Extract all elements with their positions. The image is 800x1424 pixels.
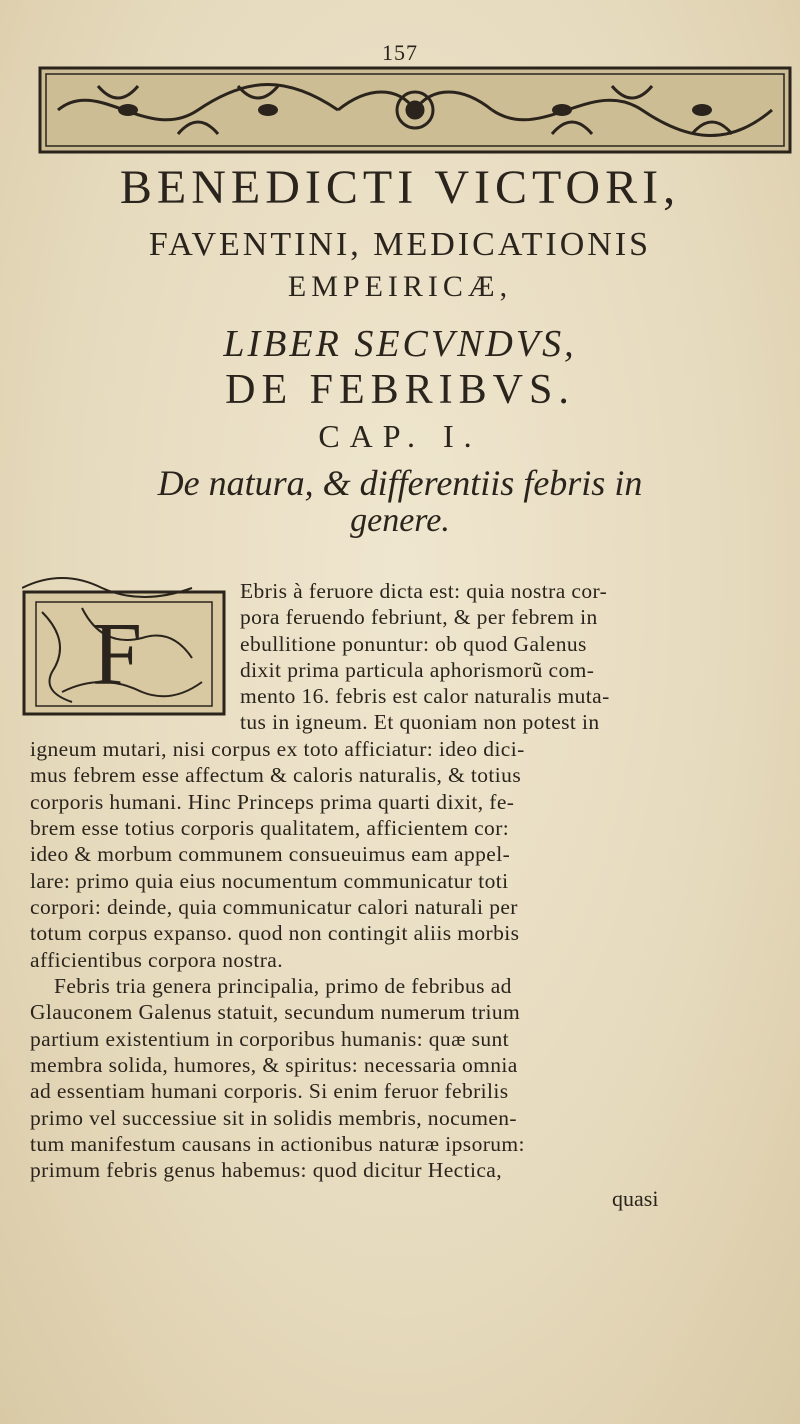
text-line: membra solida, humores, & spiritus: necessaria omnia: [30, 1053, 518, 1077]
text-line: partium existentium in corporibus humanis: quæ sunt: [30, 1027, 510, 1051]
text-line: dixit prima particula aphorismorũ com-: [240, 658, 595, 682]
headpiece-ornament: [38, 66, 792, 154]
text-line: Ebris à feruore dicta est: quia nostra cor-: [240, 579, 608, 603]
decorated-initial: [22, 572, 242, 718]
book-number: LIBER SECVNDVS,: [223, 323, 577, 365]
title-line-3: EMPEIRICÆ,: [287, 270, 513, 303]
chapter-number: CAP. I.: [318, 418, 482, 454]
text-line: igneum mutari, nisi corpus ex toto afficiatur: ideo dici-: [30, 737, 525, 761]
text-line: primum febris genus habemus: quod dicitur Hectica,: [30, 1158, 502, 1182]
text-line: corpori: deinde, quia communicatur calori naturali per: [30, 895, 518, 919]
text-line: primo vel successiue sit in solidis membris, nocumen-: [30, 1106, 517, 1130]
chapter-heading-line-2: genere.: [350, 502, 450, 539]
text-line: Febris tria genera principalia, primo de febribus ad: [54, 974, 512, 998]
text-line: lare: primo quia eius nocumentum communicatur toti: [30, 869, 509, 893]
text-line: mento 16. febris est calor naturalis muta-: [240, 684, 610, 708]
title-line-2: FAVENTINI, MEDICATIONIS: [148, 226, 652, 263]
chapter-heading-line-1: De natura, & differentiis febris in: [157, 463, 643, 503]
text-line: tum manifestum causans in actionibus naturæ ipsorum:: [30, 1132, 525, 1156]
text-line: ideo & morbum communem consueuimus eam appel-: [30, 842, 511, 866]
text-line: Glauconem Galenus statuit, secundum numerum trium: [30, 1000, 521, 1024]
text-line: afficientibus corpora nostra.: [30, 948, 283, 972]
text-line: ebullitione ponuntur: ob quod Galenus: [240, 632, 587, 656]
text-line: tus in igneum. Et quoniam non potest in: [240, 710, 600, 734]
page-number: 157: [382, 40, 418, 65]
catchword: quasi: [612, 1186, 659, 1211]
initial-letter: F: [91, 605, 143, 704]
text-line: pora feruendo febriunt, & per febrem in: [240, 605, 598, 629]
text-line: corporis humani. Hinc Princeps prima quarti dixit, fe-: [30, 790, 515, 814]
text-line: ad essentiam humani corporis. Si enim feruor febrilis: [30, 1079, 509, 1103]
text-line: mus febrem esse affectum & caloris naturalis, & totius: [30, 763, 522, 787]
text-line: totum corpus expanso. quod non contingit aliis morbis: [30, 921, 520, 945]
author-title: BENEDICTI VICTORI,: [119, 161, 681, 214]
text-line: brem esse totius corporis qualitatem, afficientem cor:: [30, 816, 510, 840]
book-subject: DE FEBRIBVS.: [225, 367, 575, 413]
